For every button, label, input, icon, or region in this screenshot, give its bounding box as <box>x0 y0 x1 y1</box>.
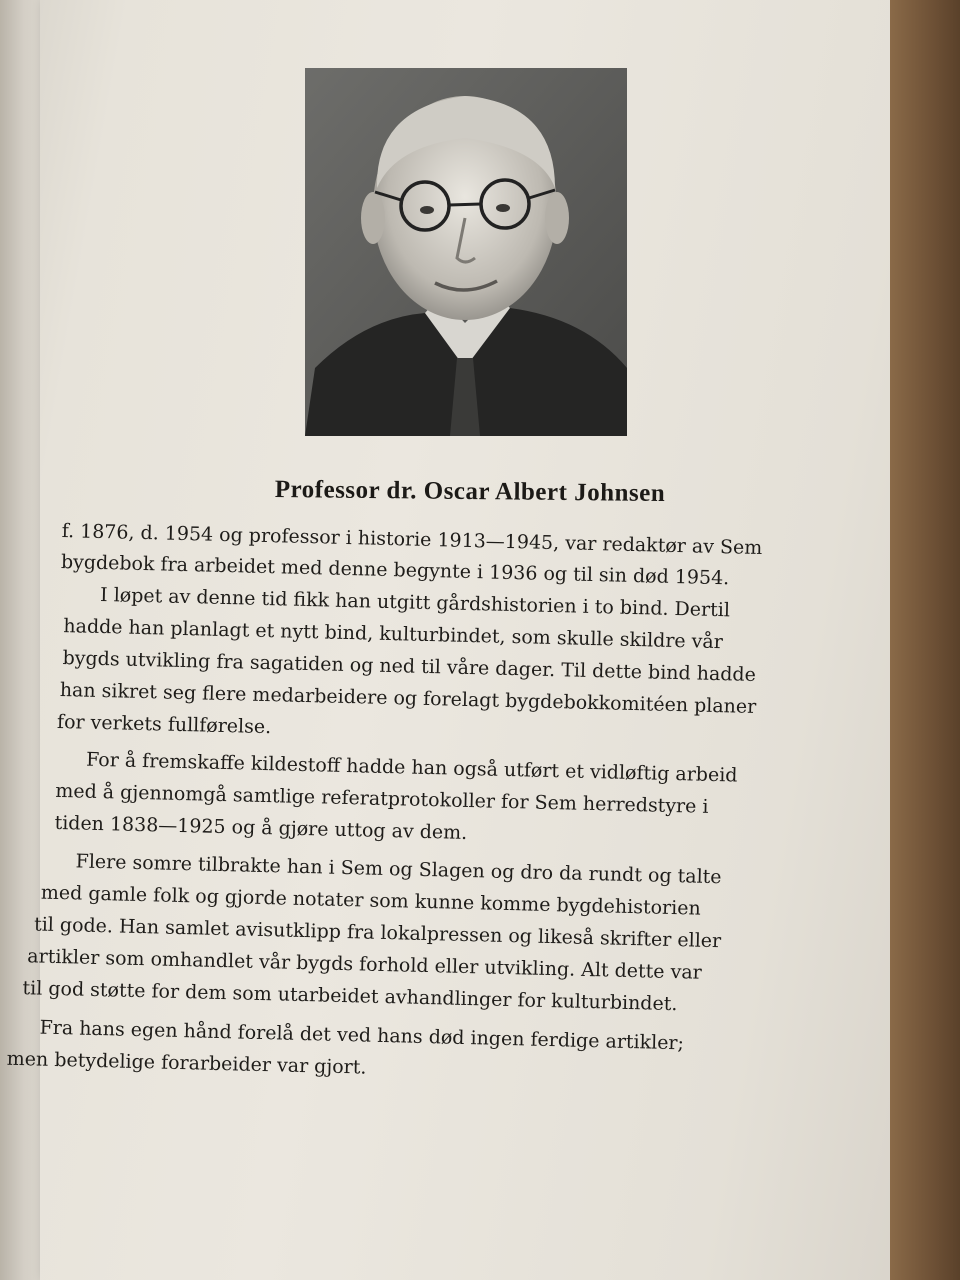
text-line: For å fremskaffe kildestoff hadde han også utført et vidløftig arbeid <box>85 748 738 787</box>
text-line: I løpet av denne tid fikk han utgitt gårdshistorien i to bind. Dertil <box>99 583 731 622</box>
text-line: med gamle folk og gjorde notater som kunne komme bygdehistorien <box>40 881 701 920</box>
text-line: men betydelige forarbeider var gjort. <box>6 1047 367 1079</box>
text-line: med å gjennomgå samtlige referatprotokoller for Sem herredstyre i <box>55 779 709 818</box>
text-line: bygdebok fra arbeidet med denne begynte i 1936 og til sin død 1954. <box>60 550 730 590</box>
text-line: til god støtte for dem som utarbeidet avhandlinger for kulturbindet. <box>22 977 678 1016</box>
text-line: bygds utvikling fra sagatiden og ned til våre dager. Til dette bind hadde <box>62 647 757 686</box>
text-line: for verkets fullførelse. <box>56 710 272 739</box>
portrait-photo <box>305 68 627 436</box>
text-line: artikler som omhandlet vår bygds forhold eller utvikling. Alt dette var <box>27 945 703 984</box>
text-line: til gode. Han samlet avisutklipp fra lokalpressen og likeså skrifter eller <box>33 913 722 953</box>
text-line: f. 1876, d. 1954 og professor i historie 1913—1945, var redaktør av Sem <box>61 520 763 560</box>
background-surface <box>890 0 960 1280</box>
page-heading: Professor dr. Oscar Albert Johnsen <box>274 475 666 508</box>
text-line: hadde han planlagt et nytt bind, kulturbindet, som skulle skildre vår <box>63 615 724 654</box>
text-line: Flere somre tilbrakte han i Sem og Slagen og dro da rundt og talte <box>75 850 722 889</box>
text-line: tiden 1838—1925 og å gjøre uttog av dem. <box>54 811 468 844</box>
text-line: han sikret seg flere medarbeidere og forelagt bygdebokkomitéen planer <box>59 679 757 719</box>
text-line: Fra hans egen hånd forelå det ved hans død ingen ferdige artikler; <box>39 1016 685 1055</box>
